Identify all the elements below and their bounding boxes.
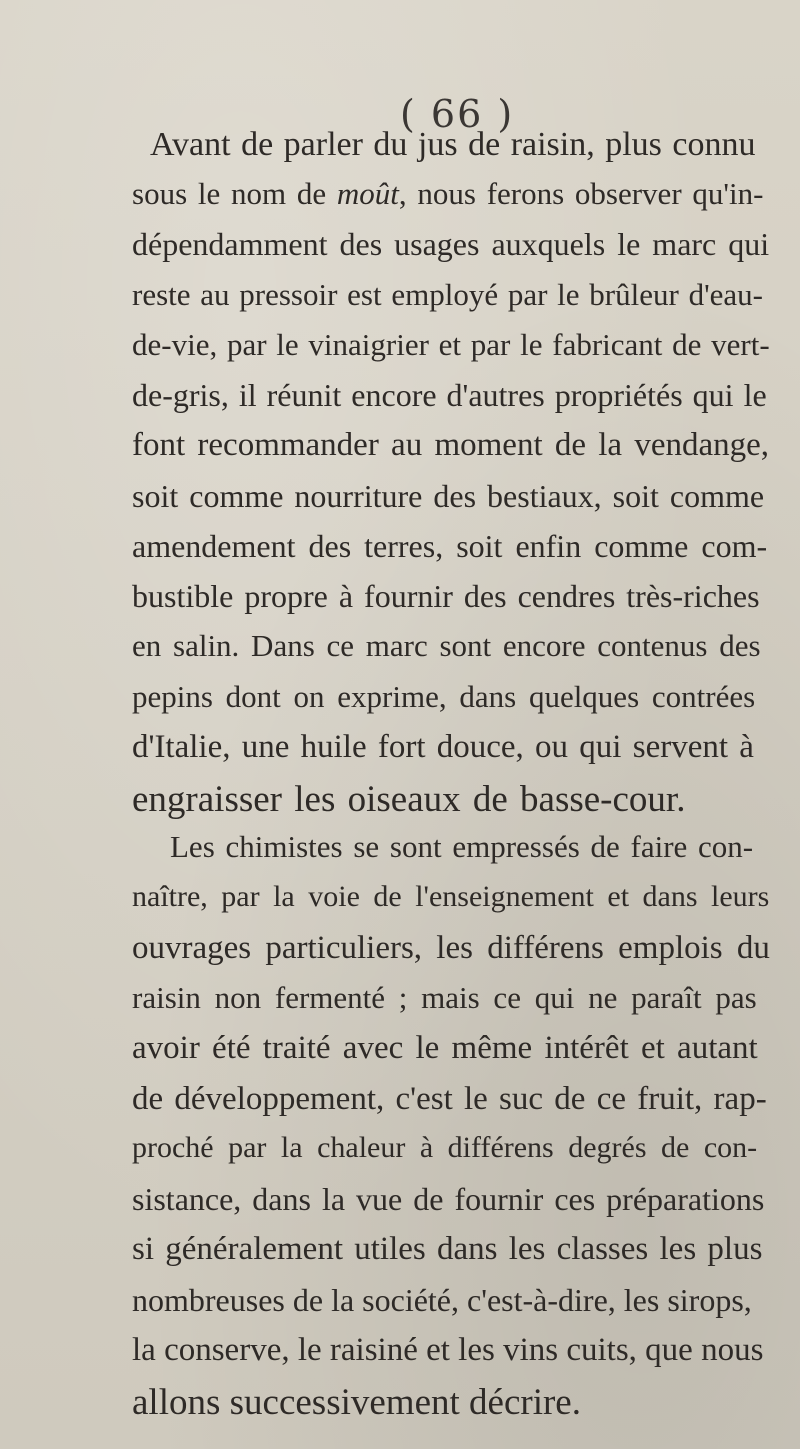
text-line: reste au pressoir est employé par le brûleur d'eau-: [132, 277, 764, 312]
text-line: nombreuses de la société, c'est-à-dire, les sirops,: [132, 1282, 752, 1318]
text-line: de-gris, il réunit encore d'autres propriétés qui le: [132, 377, 767, 413]
text-line: proché par la chaleur à différens degrés de con-: [132, 1131, 758, 1164]
italic-word: moût: [336, 176, 399, 211]
text-line: dépendamment des usages auxquels le marc qui: [132, 226, 770, 262]
text-line: de développement, c'est le suc de ce fruit, rap-: [132, 1081, 767, 1117]
text-line: naître, par la voie de l'enseignement et dans leurs: [132, 880, 770, 913]
text-line: amendement des terres, soit enfin comme com-: [132, 528, 768, 564]
text-line-part: sous le nom de moût, nous ferons observer qu'in-: [132, 176, 764, 211]
text-line: engraisser les oiseaux de basse-cour.: [132, 779, 686, 820]
text-line: d'Italie, une huile fort douce, ou qui servent à: [132, 729, 754, 765]
text-line: la conserve, le raisiné et les vins cuits, que nous: [132, 1332, 764, 1368]
text-line: [132, 178, 763, 209]
text-line: avoir été traité avec le même intérêt et autant: [132, 1030, 758, 1066]
text-line: Avant de parler du jus de raisin, plus connu: [150, 126, 756, 163]
text-line: ouvrages particuliers, les différens emplois du: [132, 930, 770, 966]
text-line: sistance, dans la vue de fournir ces préparations: [132, 1181, 765, 1217]
text-line: bustible propre à fournir des cendres très-riches: [132, 578, 760, 614]
text-line: de-vie, par le vinaigrier et par le fabricant de vert-: [132, 327, 770, 362]
text-line: pepins dont on exprime, dans quelques contrées: [132, 679, 756, 714]
text-line: font recommander au moment de la vendange,: [132, 427, 770, 463]
text-line: allons successivement décrire.: [132, 1382, 581, 1423]
text-line: si généralement utiles dans les classes les plus: [132, 1231, 763, 1267]
text-line: en salin. Dans ce marc sont encore contenus des: [132, 628, 761, 663]
text-line: Les chimistes se sont empressés de faire con-: [170, 829, 754, 864]
text-line: raisin non fermenté ; mais ce qui ne paraît pas: [132, 980, 757, 1015]
text-line: soit comme nourriture des bestiaux, soit comme: [132, 478, 765, 514]
page-number: ( 66 ): [400, 92, 515, 136]
